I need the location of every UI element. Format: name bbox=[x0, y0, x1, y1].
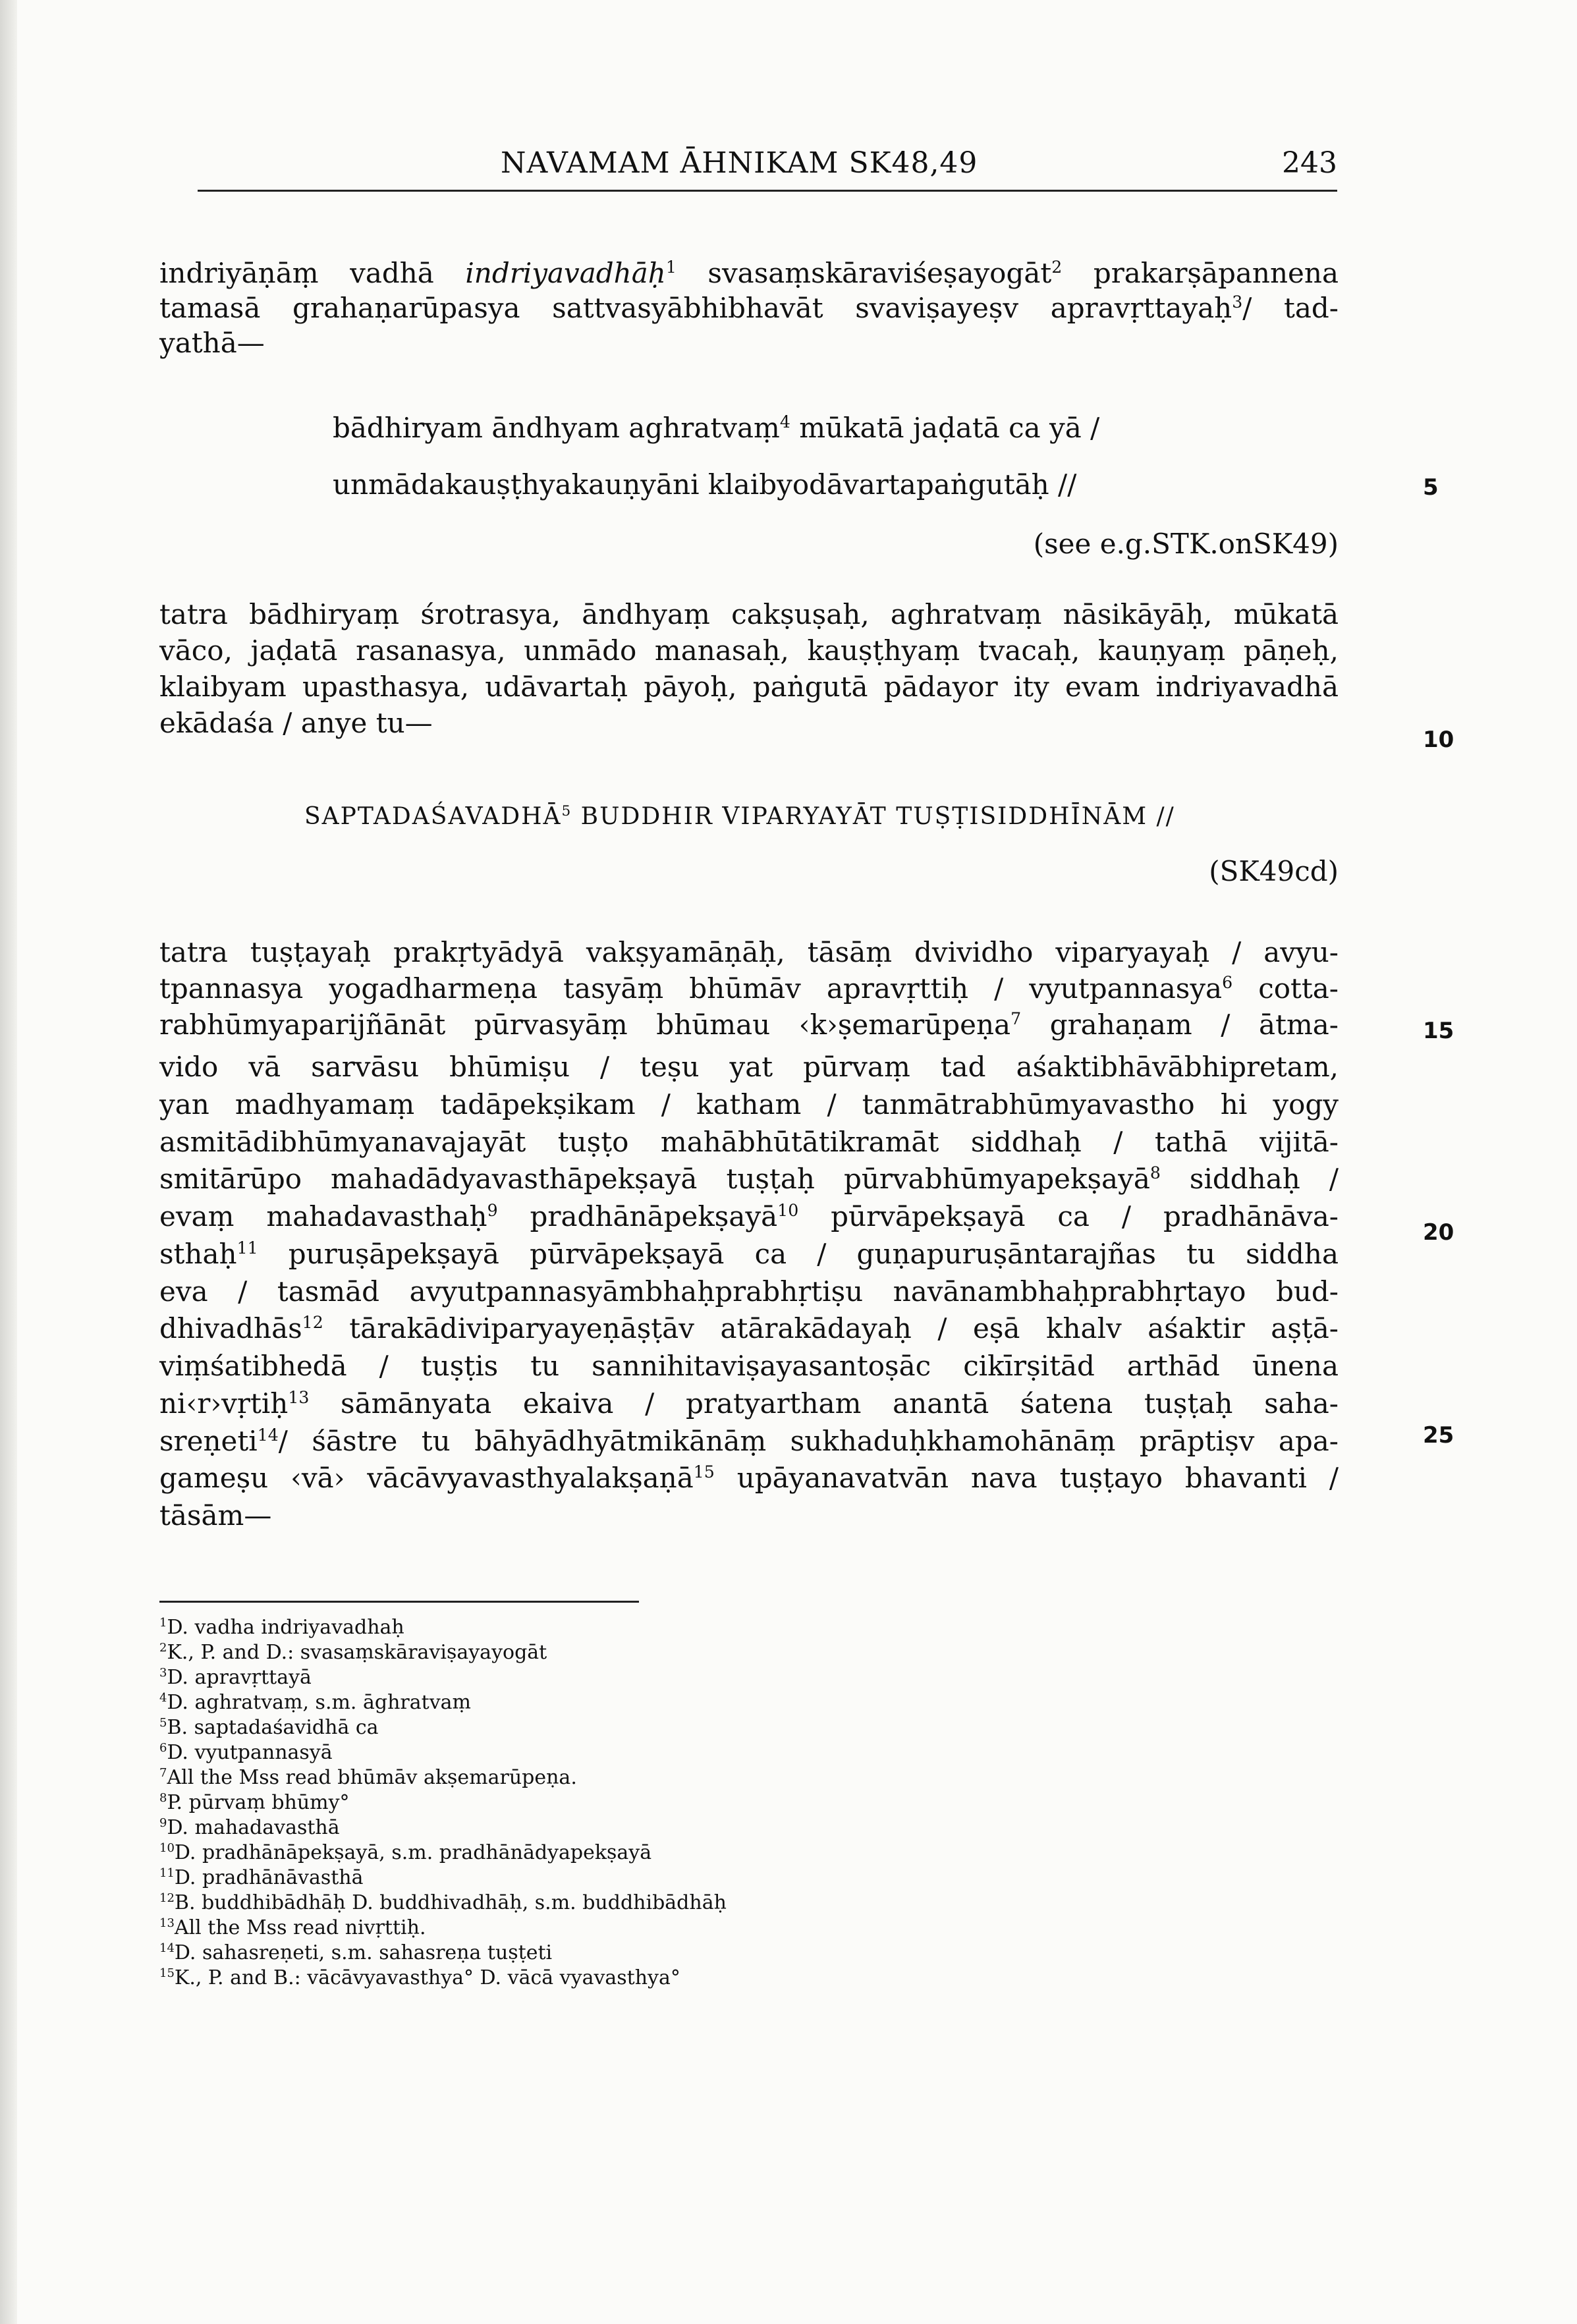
line-number-20: 20 bbox=[1423, 1219, 1454, 1246]
sutra-line: SAPTADAŚAVADHĀ$^5$ BUDDHIR VIPARYAYĀT TUṢṬISIDDHĪNĀM // bbox=[304, 803, 1175, 830]
text-line: rabhūmyaparijñānāt pūrvasyāṃ bhūmau ‹k›ṣemarūpeṇa$^7$ grahaṇam / ātma- bbox=[159, 1009, 1339, 1041]
text-line: ekādaśa / anye tu— bbox=[159, 707, 433, 739]
footnote-8: $^8$P. pūrvaṃ bhūmy° bbox=[159, 1791, 350, 1814]
page-number: 243 bbox=[1282, 146, 1337, 180]
text-line: tamasā grahaṇarūpasya sattvasyābhibhavāt svaviṣayeṣv apravṛttayaḥ$^3$/ tad- bbox=[159, 292, 1339, 324]
page-header bbox=[198, 146, 1337, 186]
footnote-15: $^{15}$K., P. and B.: vācāvyavasthya° D. vācā vyavasthya° bbox=[159, 1966, 680, 1989]
text-line: vāco, jaḍatā rasanasya, unmādo manasaḥ, kauṣṭhyaṃ tvacaḥ, kauṇyaṃ pāṇeḥ, bbox=[159, 634, 1339, 667]
footnote-7: $^7$All the Mss read bhūmāv akṣemarūpeṇa. bbox=[159, 1766, 577, 1789]
text-line: indriyāṇāṃ vadhā indriyavadhāḥ$^1$ svasaṃskāraviśeṣayogāt$^2$ prakarṣāpannena bbox=[159, 257, 1339, 289]
footnote-9: $^9$D. mahadavasthā bbox=[159, 1816, 340, 1839]
footnote-11: $^{11}$D. pradhānāvasthā bbox=[159, 1866, 364, 1889]
footnote-14: $^{14}$D. sahasreṇeti, s.m. sahasreṇa tuṣṭeti bbox=[159, 1941, 553, 1964]
line-number-25: 25 bbox=[1423, 1422, 1454, 1449]
text-line: tāsām— bbox=[159, 1499, 272, 1532]
footnote-rule bbox=[159, 1601, 639, 1603]
verse-line: unmādakauṣṭhyakauṇyāni klaibyodāvartapaṅgutāḥ // bbox=[333, 468, 1077, 501]
footnote-12: $^{12}$B. buddhibādhāḥ D. buddhivadhāḥ, s.m. buddhibādhāḥ bbox=[159, 1891, 727, 1914]
text-line: klaibyam upasthasya, udāvartaḥ pāyoḥ, paṅgutā pādayor ity evam indriyavadhā bbox=[159, 671, 1339, 703]
text-line: sreṇeti$^{14}$/ śāstre tu bāhyādhyātmikānāṃ sukhaduḥkhamohānāṃ prāptiṣv apa- bbox=[159, 1425, 1339, 1457]
footnote-10: $^{10}$D. pradhānāpekṣayā, s.m. pradhānādyapekṣayā bbox=[159, 1841, 652, 1864]
scan-edge bbox=[0, 0, 17, 2324]
text-line: asmitādibhūmyanavajayāt tuṣṭo mahābhūtātikramāt siddhaḥ / tathā vijitā- bbox=[159, 1126, 1339, 1158]
text-line: tatra tuṣṭayaḥ prakṛtyādyā vakṣyamāṇāḥ, tāsāṃ dvividho viparyayaḥ / avyu- bbox=[159, 936, 1339, 968]
text-line: gameṣu ‹vā› vācāvyavasthyalakṣaṇā$^{15}$ upāyanavatvān nava tuṣṭayo bhavanti / bbox=[159, 1462, 1339, 1494]
footnote-2: $^2$K., P. and D.: svasaṃskāraviṣayayogāt bbox=[159, 1641, 547, 1664]
sutra-reference: (SK49cd) bbox=[1209, 855, 1339, 887]
line-number-10: 10 bbox=[1423, 727, 1454, 753]
text-line: vido vā sarvāsu bhūmiṣu / teṣu yat pūrvaṃ tad aśaktibhāvābhipretam, bbox=[159, 1051, 1339, 1083]
header-rule bbox=[198, 190, 1337, 192]
text-line: ni‹r›vṛtiḥ$^{13}$ sāmānyata ekaiva / pratyartham anantā śatena tuṣṭaḥ saha- bbox=[159, 1387, 1339, 1420]
text-line: sthaḥ$^{11}$ puruṣāpekṣayā pūrvāpekṣayā ca / guṇapuruṣāntarajñas tu siddha bbox=[159, 1238, 1339, 1270]
text-line: evaṃ mahadavasthaḥ$^9$ pradhānāpekṣayā$^{10}$ pūrvāpekṣayā ca / pradhānāva- bbox=[159, 1200, 1339, 1232]
line-number-5: 5 bbox=[1423, 474, 1439, 501]
footnote-4: $^4$D. aghratvaṃ, s.m. āghratvaṃ bbox=[159, 1691, 471, 1714]
running-title: NAVAMAM ĀHNIKAM SK48,49 bbox=[501, 146, 978, 180]
text-line: dhivadhās$^{12}$ tārakādiviparyayeṇāṣṭāv atārakādayaḥ / eṣā khalv aśaktir aṣṭā- bbox=[159, 1312, 1339, 1344]
text-line: yan madhyamaṃ tadāpekṣikam / katham / tanmātrabhūmyavastho hi yogy bbox=[159, 1088, 1339, 1120]
text-line: tatra bādhiryaṃ śrotrasya, āndhyaṃ cakṣuṣaḥ, aghratvaṃ nāsikāyāḥ, mūkatā bbox=[159, 598, 1339, 630]
line-number-15: 15 bbox=[1423, 1018, 1454, 1044]
footnote-13: $^{13}$All the Mss read nivṛttiḥ. bbox=[159, 1916, 426, 1939]
footnote-6: $^6$D. vyutpannasyā bbox=[159, 1741, 333, 1764]
verse-line: bādhiryam āndhyam aghratvaṃ$^4$ mūkatā jaḍatā ca yā / bbox=[333, 412, 1100, 444]
text-line: viṃśatibhedā / tuṣṭis tu sannihitaviṣayasantoṣāc cikīrṣitād arthād ūnena bbox=[159, 1350, 1339, 1382]
verse-reference: (see e.g.STK.onSK49) bbox=[1033, 528, 1339, 560]
footnote-3: $^3$D. apravṛttayā bbox=[159, 1666, 312, 1689]
text-line: smitārūpo mahadādyavasthāpekṣayā tuṣṭaḥ pūrvabhūmyapekṣayā$^8$ siddhaḥ / bbox=[159, 1163, 1339, 1195]
footnote-5: $^5$B. saptadaśavidhā ca bbox=[159, 1716, 379, 1739]
text-line: yathā— bbox=[159, 327, 265, 359]
footnote-1: $^1$D. vadha indriyavadhaḥ bbox=[159, 1616, 404, 1639]
text-line: eva / tasmād avyutpannasyāmbhaḥprabhṛtiṣu navānambhaḥprabhṛtayo bud- bbox=[159, 1275, 1339, 1308]
text-line: tpannasya yogadharmeṇa tasyāṃ bhūmāv apravṛttiḥ / vyutpannasya$^6$ cotta- bbox=[159, 972, 1339, 1005]
